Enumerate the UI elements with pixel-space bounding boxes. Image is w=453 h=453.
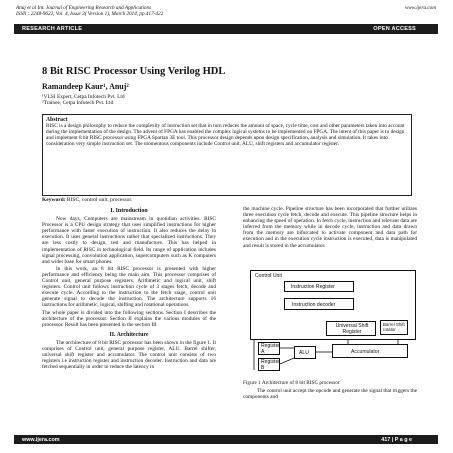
abstract-text: RISC is a design philosophy to reduce the complexity of instruction set that in turn reduces the amount of space, cycle time, cost and other parameters taken into account during the implementation of the design. The advent of FPGA has enabled the complex logical systems to be implemented on FPGA. The intent of this paper is to design and implement 8 bit RISC processor using FPGA Spartan 3E tool. This processor design depends upon design specification, analysis and simulation. It takes into consideration very simple instruction set. The momentous components include Control unit, ALU, shift registers and accumulator register. — [46, 123, 405, 148]
instruction-decoder-label: Instruction decoder — [292, 301, 336, 308]
journal-issn-line: ISSN : 2248-9622, Vol. 4, Issue 3( Version 1), March 2014, pp.417-422 — [16, 11, 164, 18]
barrel-shift-rotator-label: Barrel Shift rotator — [383, 322, 405, 332]
journal-header — [16, 5, 163, 17]
register-a-label: Register A — [261, 343, 280, 355]
affiliation-1: ¹VLSI Expert, Cetpa Infotech Pvt. Ltd — [42, 94, 125, 100]
register-a-block — [258, 342, 280, 355]
architecture-paragraph-1: The architecture of 8 bit RISC processor has been shown in the figure 1. It comprises of Control unit, general purpose register, ALU, Barrel shifter, universal shift register and accumulator. The control unit consists of two registers i.e instruction register and instruction decoder. Instruction and data are fetched sequentially in order to reduce the latency in — [42, 339, 216, 371]
architecture-figure — [246, 266, 418, 378]
article-banner — [14, 24, 438, 34]
keywords-text: RISC, control unit, processor. — [66, 197, 133, 203]
page-footer — [14, 435, 438, 444]
control-unit-label: Control Unit — [255, 273, 282, 279]
intro-paragraph-2: In this work, an 8 bit RISC processor is presented with higher performance and efficiency being the main aim. This processor comprises of Control unit, general purpose registers, Arithmetic and logical unit, shift registers. Control unit follows instruction cycle of 3 stages fetch, decode and execute cycle. According to the instruction to the fetch stage, control unit generate signal to decode the instruction. The architecture supports 16 instructions for arithmetic, logical, shifting and rotational operations. — [42, 265, 216, 309]
universal-shift-register-label: Universal Shift Register — [335, 323, 369, 335]
footer-website[interactable]: www.ijera.com — [22, 436, 60, 443]
instruction-decoder-block — [284, 298, 354, 310]
accumulator-label: Accumulator — [351, 348, 380, 355]
register-b-block — [258, 358, 280, 371]
instruction-register-block — [284, 281, 354, 292]
accumulator-block — [332, 344, 408, 358]
keywords — [42, 197, 132, 203]
article-type-label: RESEARCH ARTICLE — [22, 26, 83, 32]
keywords-label: Keyword: — [42, 197, 66, 203]
access-type-label: OPEN ACCESS — [373, 26, 416, 32]
section-heading-introduction: I. Introduction — [110, 208, 148, 214]
left-column — [42, 206, 216, 371]
section-heading-architecture: II. Architecture — [109, 331, 149, 338]
right-column-continued — [243, 388, 417, 401]
alu-block — [294, 346, 316, 359]
right-column — [243, 206, 417, 249]
affiliation-2: ²Trainee, Cetpa Infotech Pvt. Ltd — [42, 100, 114, 106]
journal-website[interactable]: www.ijera.com — [404, 5, 436, 11]
alu-label: ALU — [299, 350, 309, 356]
abstract-box — [42, 114, 412, 196]
paper-title: 8 Bit RISC Processor Using Verilog HDL — [42, 66, 226, 77]
universal-shift-register-block — [326, 321, 376, 336]
journal-citation-line: Anuj et al Int. Journal of Engineering Research and Applications — [16, 5, 152, 11]
register-b-label: Register B — [261, 359, 280, 371]
barrel-shift-rotator-block — [380, 320, 408, 335]
page-number: 417 | P a g e — [381, 436, 412, 443]
intro-paragraph-3: The whole paper is divided into the following sections. Section I describes the architecture of the processor. Section II explains the various modules of the processor. Result has been presented in the section III — [42, 309, 216, 328]
intro-paragraph-1: Now days, Computers are mainstream in quotidian activities. RISC Processor is a CPU design strategy that uses simplified instructions for higher performance with faster execution of instruction. It also reduces the delay in execution. It uses general instructions rather that specialized instructions. They are less costly to design, test and manufacture. This has helped in implementation of RISC in technological field. Its range of application includes signal processing, convolution application, supercomputers such as K computers and wider base for smart phones. — [42, 216, 216, 265]
paper-authors: Ramandeep Kaur¹, Anuj² — [42, 82, 129, 91]
right-paragraph-1: the machine cycle. Pipeline structure has been incorporated that further utilizes three execution cycle fetch, decode and execute. This pipeline structure helps in enhancing the speed of operation. In fetch cycle, instruction and relevant data are inferred from the memory while in decode cycle, instruction and data drawn from the memory are bifurcated to activate component and data path for execution and in the execution cycle instruction is executed, data is manipulated and result is stored in the accumulator. — [243, 206, 417, 249]
abstract-heading: Abstract — [46, 117, 68, 123]
control-unit-paragraph: The control unit accept the opcode and generate the signal that triggers the components and — [243, 388, 417, 401]
figure-caption: Figure 1 Architecture of 8 bit RISC processor — [243, 380, 340, 386]
instruction-register-label: Instruction Register — [291, 284, 335, 290]
